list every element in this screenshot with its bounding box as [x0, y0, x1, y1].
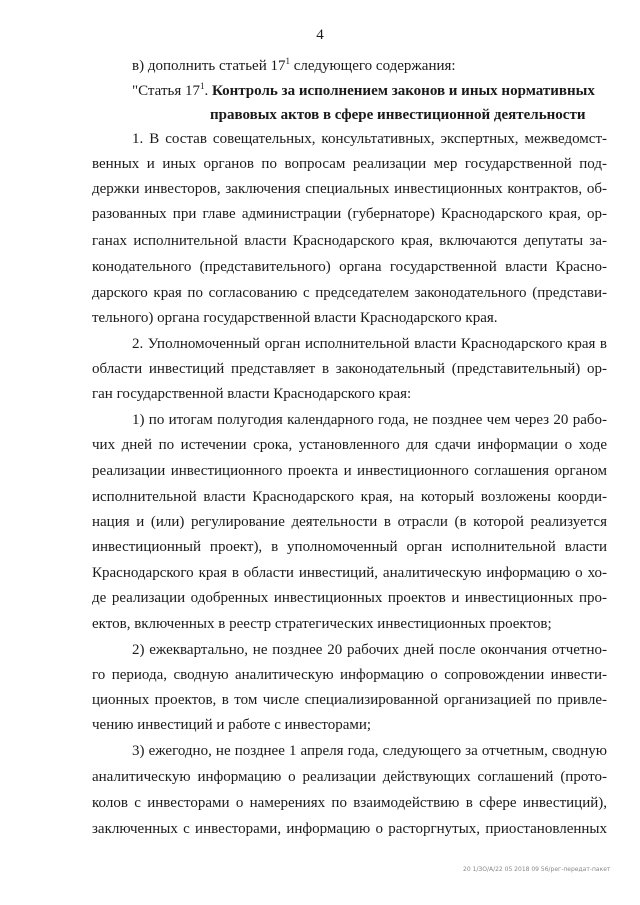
body-line: реализации инвестиционного проекта и инвестиционного соглашения органом	[92, 463, 607, 479]
body-line: де реализации одобренных инвестиционных проектов и инвестиционных про-	[92, 590, 607, 606]
body-line: конодательного (представительного) органа государственной власти Красно-	[92, 259, 607, 275]
body-line: колов с инвесторами о намерениях по взаимодействию в сфере инвестиций),	[92, 795, 607, 811]
body-line: ган государственной власти Краснодарского края:	[92, 386, 412, 402]
body-line: чению инвестиций и работе с инвесторами;	[92, 717, 372, 733]
body-line: заключенных с инвесторами, информацию о расторгнутых, приостановленных	[92, 821, 607, 837]
page-number: 4	[316, 27, 324, 43]
body-line: венных и иных органов по вопросам реализации мер государственной под-	[92, 156, 607, 172]
article-title-line2: правовых актов в сфере инвестиционной деятельности	[210, 107, 586, 123]
body-line: ектов, включенных в реестр стратегических инвестиционных проектов;	[92, 616, 552, 632]
body-line: Краснодарского края в области инвестиций, аналитическую информацию о хо-	[92, 565, 607, 581]
body-line: держки инвесторов, заключения специальных инвестиционных контрактов, об-	[92, 181, 607, 197]
article-title: Контроль за исполнением законов и иных нормативных	[211, 83, 595, 99]
body-line: тельного) органа государственной власти Краснодарского края.	[92, 310, 498, 326]
body-line: ционных проектов, в том числе специализированной организацией по привле-	[92, 692, 607, 708]
body-line: 2. Уполномоченный орган исполнительной власти Краснодарского края в	[132, 336, 607, 352]
body-line: инвестиционный проект), в уполномоченный орган исполнительной власти	[92, 539, 607, 555]
body-line: исполнительной власти Краснодарского края, на который возложены коорди-	[92, 489, 607, 505]
body-line: ганах исполнительной власти Краснодарского края, включаются депутаты за-	[92, 233, 607, 249]
body-line: 1. В состав совещательных, консультативных, экспертных, межведомст-	[132, 131, 607, 147]
body-line: разованных при главе администрации (губернаторе) Краснодарского края, ор-	[92, 206, 607, 222]
article-heading-line1: "Статья $17^1$. Контроль за исполнением законов и иных нормативных	[132, 81, 595, 99]
footer-stamp: 20 1/ЗО/А/22 05 2018 09 56/рег-передат-пакет	[463, 866, 611, 873]
body-line: 2) ежеквартально, не позднее 20 рабочих дней после окончания отчетно-	[132, 642, 607, 658]
body-line: аналитическую информацию о реализации действующих соглашений (прото-	[92, 769, 607, 785]
body-line: 1) по итогам полугодия календарного года, не позднее чем через 20 рабо-	[132, 412, 607, 428]
body-line: области инвестиций представляет в законодательный (представительный) ор-	[92, 361, 607, 377]
body-line: нация и (или) регулирование деятельности в отрасли (в которой реализуется	[92, 514, 607, 530]
body-line: 3) ежегодно, не позднее 1 апреля года, следующего за отчетным, сводную	[132, 743, 607, 759]
body-line: дарского края по согласованию с председателем законодательного (представи-	[92, 285, 607, 301]
intro-line: в) дополнить статьей $17^1$ следующего содержания:	[132, 56, 456, 74]
body-line: го периода, сводную аналитическую информацию о сопровождении инвести-	[92, 667, 607, 683]
body-line: чих дней по истечении срока, установленного для сдачи информации о ходе	[92, 437, 607, 453]
